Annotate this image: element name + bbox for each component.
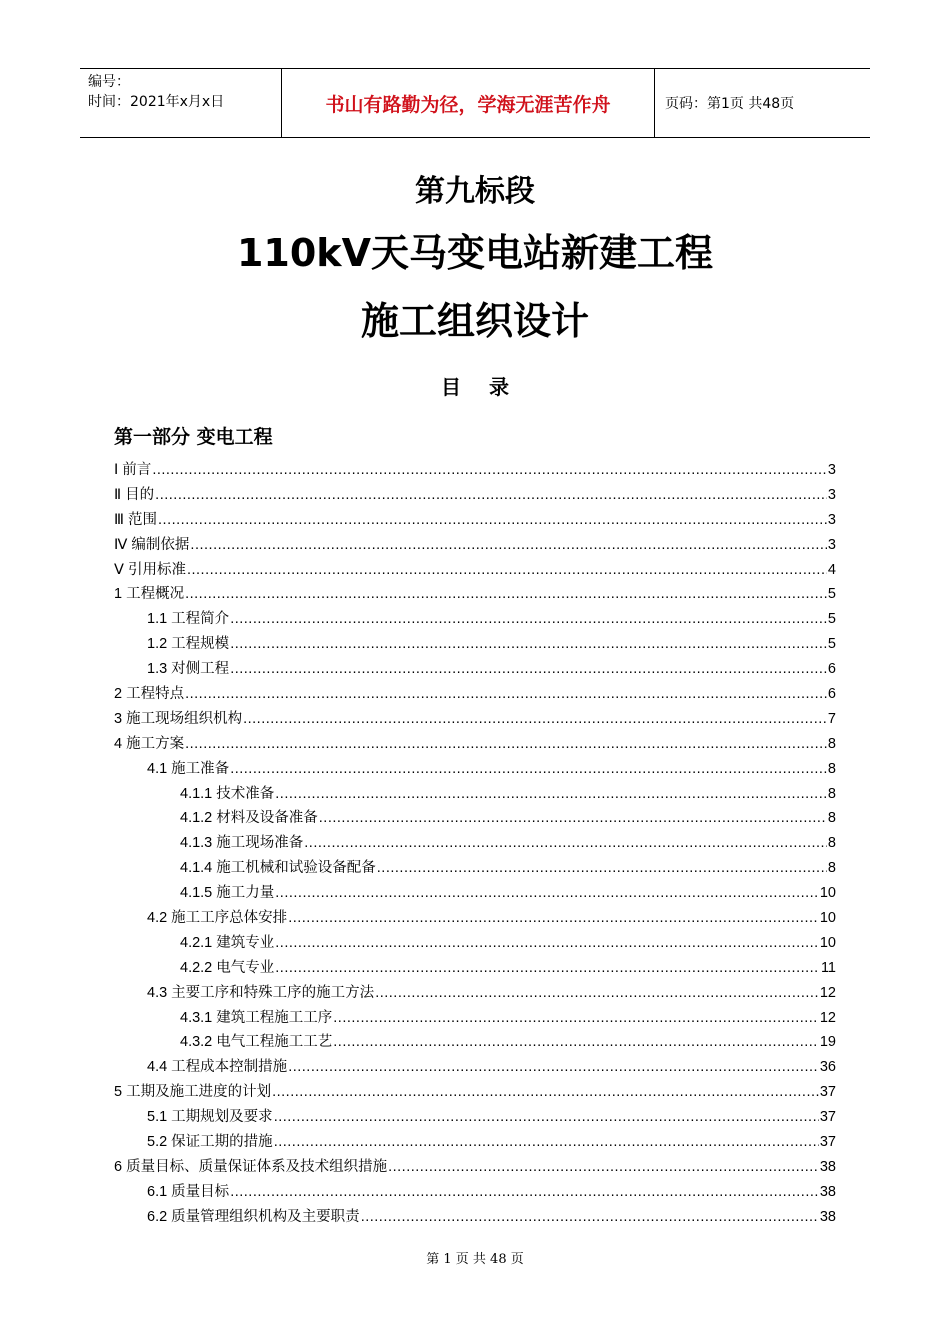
toc-entry[interactable] [114,806,836,831]
document-section-title: 第九标段 [415,174,535,209]
toc-entry-page: 8 [827,835,836,852]
toc-dot-leader [275,885,819,901]
toc-dot-leader [377,860,827,876]
toc-entry-label: 4.1 施工准备 [147,760,230,777]
toc-entry-label: 6.2 质量管理组织机构及主要职责 [147,1208,360,1225]
toc-entry-label: 4.1.2 材料及设备准备 [180,810,318,827]
toc-entry[interactable] [114,682,836,707]
toc-entry-label: 4.2 施工工序总体安排 [147,910,288,927]
toc-entry-label: 1.3 对侧工程 [147,661,230,678]
toc-dot-leader [388,1159,819,1175]
toc-entry-label: 4 施工方案 [114,735,185,752]
page-header [80,68,870,138]
toc-entry-label: Ⅰ 前言 [114,462,152,478]
toc-dot-leader [275,960,820,976]
toc-entry[interactable] [114,1105,836,1130]
toc-entry-label: 6.1 质量目标 [147,1183,230,1200]
toc-entry[interactable] [114,906,836,931]
toc-entry-page: 37 [819,1134,836,1151]
toc-entry[interactable] [114,881,836,906]
document-project-title: 110kV天马变电站新建工程 [236,231,713,275]
toc-entry-page: 3 [827,511,836,528]
toc-entry[interactable] [114,657,836,682]
toc-entry-page: 6 [827,686,836,703]
document-time-label: 时间：2021年x月x日 [88,94,225,110]
toc-entry-label: 1 工程概况 [114,586,185,603]
toc-entry-label: 4.1.4 施工机械和试验设备配备 [180,860,376,877]
toc-entry-label: 4.2.2 电气专业 [180,959,275,976]
toc-entry-page: 7 [827,710,836,727]
toc-entry-page: 8 [827,785,836,802]
toc-entry[interactable] [114,732,836,757]
toc-entry[interactable] [114,981,836,1006]
toc-entry-label: Ⅳ 编制依据 [114,536,190,553]
toc-entry-label: 2 工程特点 [114,686,185,703]
toc-entry-page: 3 [827,536,836,553]
toc-entry[interactable] [114,956,836,981]
toc-entry-page: 38 [819,1208,836,1225]
toc-entry-page: 19 [819,1034,836,1051]
toc-entry-page: 3 [827,462,836,478]
toc-entry-label: 6 质量目标、质量保证体系及技术组织措施 [114,1158,388,1175]
toc-entry-page: 8 [827,860,836,877]
toc-entry-page: 37 [819,1109,836,1126]
toc-dot-leader [333,1034,819,1050]
toc-entry[interactable] [114,1205,836,1230]
toc-entry-page: 37 [819,1084,836,1101]
toc-dot-leader [243,711,827,727]
toc-entry[interactable] [114,508,836,533]
table-of-contents [114,458,836,1230]
toc-entry[interactable] [114,558,836,583]
toc-dot-leader [304,835,827,851]
toc-dot-leader [288,910,819,926]
toc-dot-leader [274,1109,819,1125]
toc-entry-label: Ⅱ 目的 [114,486,155,503]
toc-dot-leader [230,761,827,777]
toc-entry-label: Ⅴ 引用标准 [114,561,186,578]
toc-entry[interactable] [114,1180,836,1205]
toc-dot-leader [187,562,827,578]
toc-entry-label: 4.1.3 施工现场准备 [180,835,304,852]
toc-dot-leader [152,462,827,478]
toc-entry-page: 12 [819,1009,836,1026]
toc-entry-page: 8 [827,735,836,752]
toc-entry-label: 3 施工现场组织机构 [114,710,243,727]
toc-entry[interactable] [114,607,836,632]
toc-entry-page: 36 [819,1059,836,1076]
toc-dot-leader [288,1059,819,1075]
toc-entry[interactable] [114,458,836,483]
header-motto: 书山有路勤为径，学海无涯苦作舟 [282,69,655,137]
toc-entry[interactable] [114,856,836,881]
toc-dot-leader [275,786,827,802]
toc-entry[interactable] [114,483,836,508]
toc-entry-page: 38 [819,1183,836,1200]
toc-entry[interactable] [114,707,836,732]
toc-entry-label: 5.2 保证工期的措施 [147,1134,273,1151]
toc-dot-leader [361,1209,819,1225]
toc-entry-page: 10 [819,934,836,951]
toc-entry-page: 10 [819,910,836,927]
toc-heading: 目录 [441,375,537,399]
toc-dot-leader [158,512,827,528]
toc-dot-leader [274,1134,819,1150]
toc-entry[interactable] [114,782,836,807]
toc-entry[interactable] [114,1080,836,1105]
page-footer: 第 1 页 共 48 页 [426,1252,524,1267]
toc-entry-page: 38 [819,1158,836,1175]
toc-entry[interactable] [114,1006,836,1031]
toc-entry-page: 10 [819,885,836,902]
document-number-label: 编号： [88,74,130,90]
toc-entry-label: 5.1 工期规划及要求 [147,1109,273,1126]
toc-dot-leader [333,1010,819,1026]
toc-entry-label: 4.3.2 电气工程施工工艺 [180,1034,333,1051]
toc-dot-leader [272,1084,819,1100]
toc-dot-leader [319,810,827,826]
document-subject-title: 施工组织设计 [360,299,589,343]
toc-dot-leader [155,487,827,503]
toc-entry[interactable] [114,757,836,782]
toc-entry[interactable] [114,1130,836,1155]
toc-entry-label: 1.2 工程规模 [147,636,230,653]
toc-dot-leader [185,586,827,602]
toc-dot-leader [230,661,827,677]
toc-entry-label: 4.2.1 建筑专业 [180,934,275,951]
toc-entry-page: 5 [827,611,836,628]
toc-entry-page: 3 [827,486,836,503]
toc-entry[interactable] [114,831,836,856]
toc-entry-page: 11 [820,959,836,976]
toc-entry-label: 4.3.1 建筑工程施工工序 [180,1009,333,1026]
toc-entry-page: 8 [827,760,836,777]
toc-entry-page: 6 [827,661,836,678]
toc-dot-leader [190,537,827,553]
header-meta [80,69,282,137]
toc-dot-leader [275,935,819,951]
toc-entry-label: Ⅲ 范围 [114,511,158,528]
toc-entry-label: 4.3 主要工序和特殊工序的施工方法 [147,984,375,1001]
toc-dot-leader [185,686,827,702]
toc-dot-leader [230,611,827,627]
toc-entry-page: 12 [819,984,836,1001]
toc-entry-label: 5 工期及施工进度的计划 [114,1084,272,1101]
toc-entry[interactable] [114,931,836,956]
toc-dot-leader [230,1184,819,1200]
toc-entry-label: 4.1.1 技术准备 [180,785,275,802]
toc-dot-leader [375,985,819,1001]
toc-entry[interactable] [114,1055,836,1080]
toc-entry-page: 8 [827,810,836,827]
header-page-info: 页码：第1页 共48页 [665,96,795,112]
part-heading: 第一部分 变电工程 [114,426,273,448]
toc-entry-page: 5 [827,586,836,603]
toc-entry[interactable] [114,1030,836,1055]
toc-entry-label: 4.1.5 施工力量 [180,885,275,902]
toc-entry[interactable] [114,632,836,657]
toc-dot-leader [185,736,827,752]
toc-entry-page: 4 [827,561,836,578]
toc-dot-leader [230,636,827,652]
toc-entry-label: 4.4 工程成本控制措施 [147,1059,288,1076]
toc-entry-label: 1.1 工程简介 [147,611,230,628]
toc-entry[interactable] [114,533,836,558]
toc-entry[interactable] [114,582,836,607]
toc-entry[interactable] [114,1155,836,1180]
toc-entry-page: 5 [827,636,836,653]
